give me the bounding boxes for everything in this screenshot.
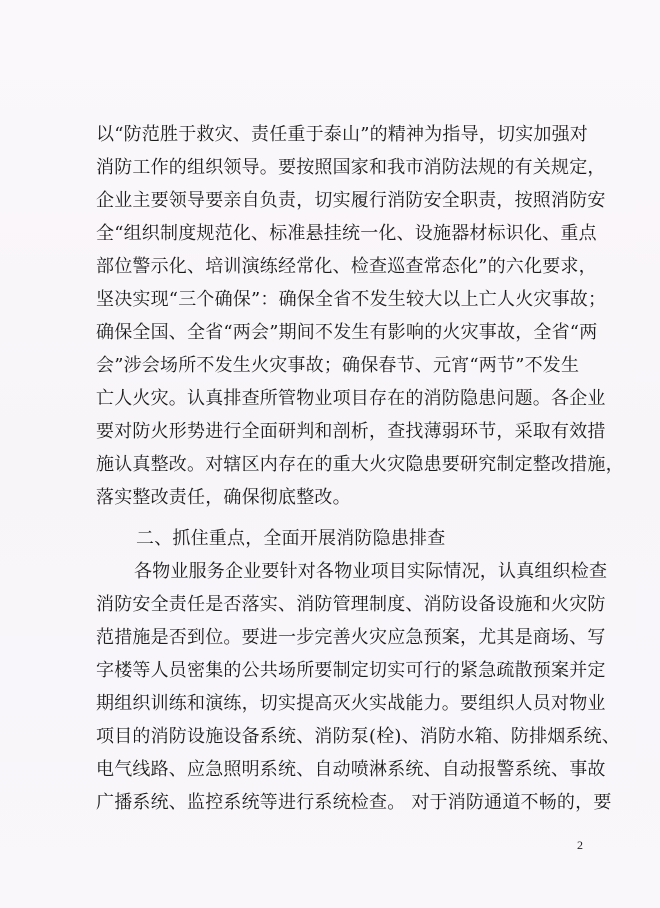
text-line: 企业主要领导要亲自负责，切实履行消防安全职责，按照消防安 bbox=[96, 190, 606, 211]
text-line: 坚决实现“三个确保”：确保全省不发生较大以上亡人火灾事故； bbox=[96, 289, 607, 310]
text-line: 范措施是否到位。要进一步完善火灾应急预案，尤其是商场、写 bbox=[96, 627, 606, 648]
text-line: 各物业服务企业要针对各物业项目实际情况，认真组织检查 bbox=[134, 561, 608, 582]
text-line: 确保全国、全省“两会”期间不发生有影响的火灾事故，全省“两 bbox=[96, 322, 598, 343]
text-line: 项目的消防设施设备系统、消防泵(栓)、消防水箱、防排烟系统、 bbox=[96, 726, 621, 747]
section-heading: 二、抓住重点，全面开展消防隐患排查 bbox=[136, 528, 446, 549]
text-line: 期组织训练和演练，切实提高灭火实战能力。要组织人员对物业 bbox=[96, 693, 606, 714]
text-line: 施认真整改。对辖区内存在的重大火灾隐患要研究制定整改措施， bbox=[96, 454, 624, 475]
page-number: 2 bbox=[577, 838, 583, 852]
text-line: 要对防火形势进行全面研判和剖析，查找薄弱环节，采取有效措 bbox=[96, 421, 606, 442]
text-line: 落实整改责任，确保彻底整改。 bbox=[96, 487, 351, 508]
text-line: 广播系统、监控系统等进行系统检查。 对于消防通道不畅的，要 bbox=[96, 792, 612, 813]
text-line: 亡人火灾。认真排查所管物业项目存在的消防隐患问题。各企业 bbox=[96, 388, 606, 409]
text-line: 消防安全责任是否落实、消防管理制度、消防设备设施和火灾防 bbox=[96, 594, 606, 615]
text-line: 部位警示化、培训演练经常化、检查巡查常态化”的六化要求， bbox=[96, 256, 597, 277]
text-line: 会”涉会场所不发生火灾事故；确保春节、元宵“两节”不发生 bbox=[96, 355, 580, 376]
document-body bbox=[96, 118, 624, 819]
paragraph-2 bbox=[96, 555, 621, 819]
text-line: 消防工作的组织领导。要按照国家和我市消防法规的有关规定， bbox=[96, 157, 606, 178]
text-line: 字楼等人员密集的公共场所要制定切实可行的紧急疏散预案并定 bbox=[96, 660, 606, 681]
paragraph-1 bbox=[96, 118, 624, 514]
text-line: 全“组织制度规范化、标准悬挂统一化、设施器材标识化、重点 bbox=[96, 223, 597, 244]
text-line: 电气线路、应急照明系统、自动喷淋系统、自动报警系统、事故 bbox=[96, 759, 606, 780]
text-line: 以“防范胜于救灾、责任重于泰山”的精神为指导，切实加强对 bbox=[96, 124, 589, 145]
